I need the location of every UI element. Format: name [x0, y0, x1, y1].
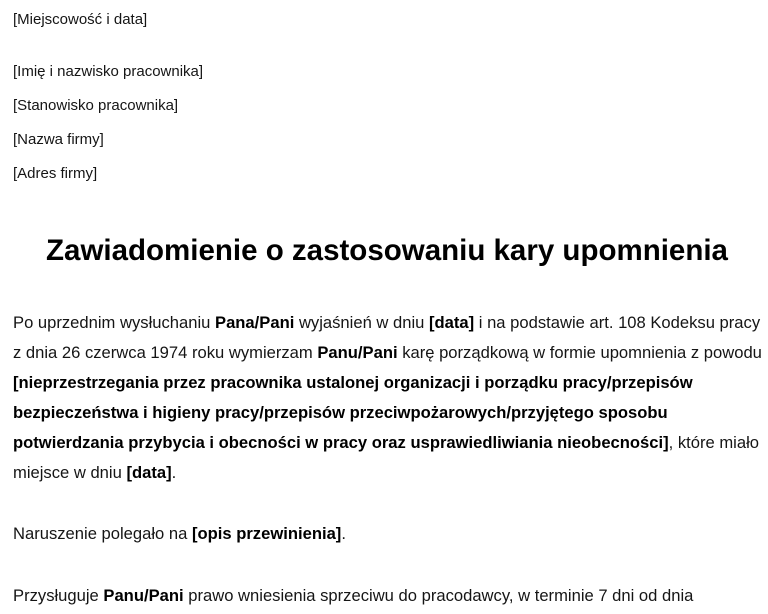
paragraph-objection-right [13, 581, 765, 611]
document-title: Zawiadomienie o zastosowaniu kary upomnienia [46, 234, 728, 267]
hearing-date-placeholder: [data] [429, 313, 475, 332]
paragraph-penalty-notice [13, 308, 765, 488]
company-address-field: [Adres firmy] [13, 165, 98, 182]
text-segment: prawo wniesienia sprzeciwu do pracodawcy, w terminie 7 dni od dnia [183, 586, 694, 605]
place-and-date-field: [Miejscowość i data] [13, 11, 148, 28]
addressee-placeholder: Panu/Pani [103, 586, 184, 605]
text-segment: . [171, 463, 177, 482]
employee-position-field: [Stanowisko pracownika] [13, 97, 179, 114]
paragraph-violation-description [13, 519, 765, 549]
employee-name-field: [Imię i nazwisko pracownika] [13, 63, 204, 80]
addressee-placeholder: Panu/Pani [317, 343, 398, 362]
violation-date-placeholder: [data] [126, 463, 172, 482]
violation-reason-placeholder: [nieprzestrzegania przez pracownika ustalonej organizacji i porządku pracy/przepisów bezpieczeństwa i higieny pracy/przepisów przeciwpożarowych/przyjętego sposobu potwierdzania przybycia i obecności w pracy oraz usprawiedliwiania nieobecności] [13, 373, 693, 452]
addressee-placeholder: Pana/Pani [215, 313, 295, 332]
text-segment: , które miało miejsce w dniu [13, 433, 760, 482]
text-segment: Naruszenie polegało na [13, 524, 192, 543]
text-segment: karę porządkową w formie upomnienia z powodu [397, 343, 762, 362]
text-segment: Przysługuje [13, 586, 104, 605]
violation-description-placeholder: [opis przewinienia] [191, 524, 342, 543]
company-name-field: [Nazwa firmy] [13, 131, 104, 148]
text-segment: Po uprzednim wysłuchaniu [13, 313, 215, 332]
text-segment: i na podstawie art. 108 Kodeksu pracy z dnia 26 czerwca 1974 roku wymierzam [13, 313, 761, 362]
text-segment: . [341, 524, 346, 543]
text-segment: wyjaśnień w dniu [294, 313, 429, 332]
